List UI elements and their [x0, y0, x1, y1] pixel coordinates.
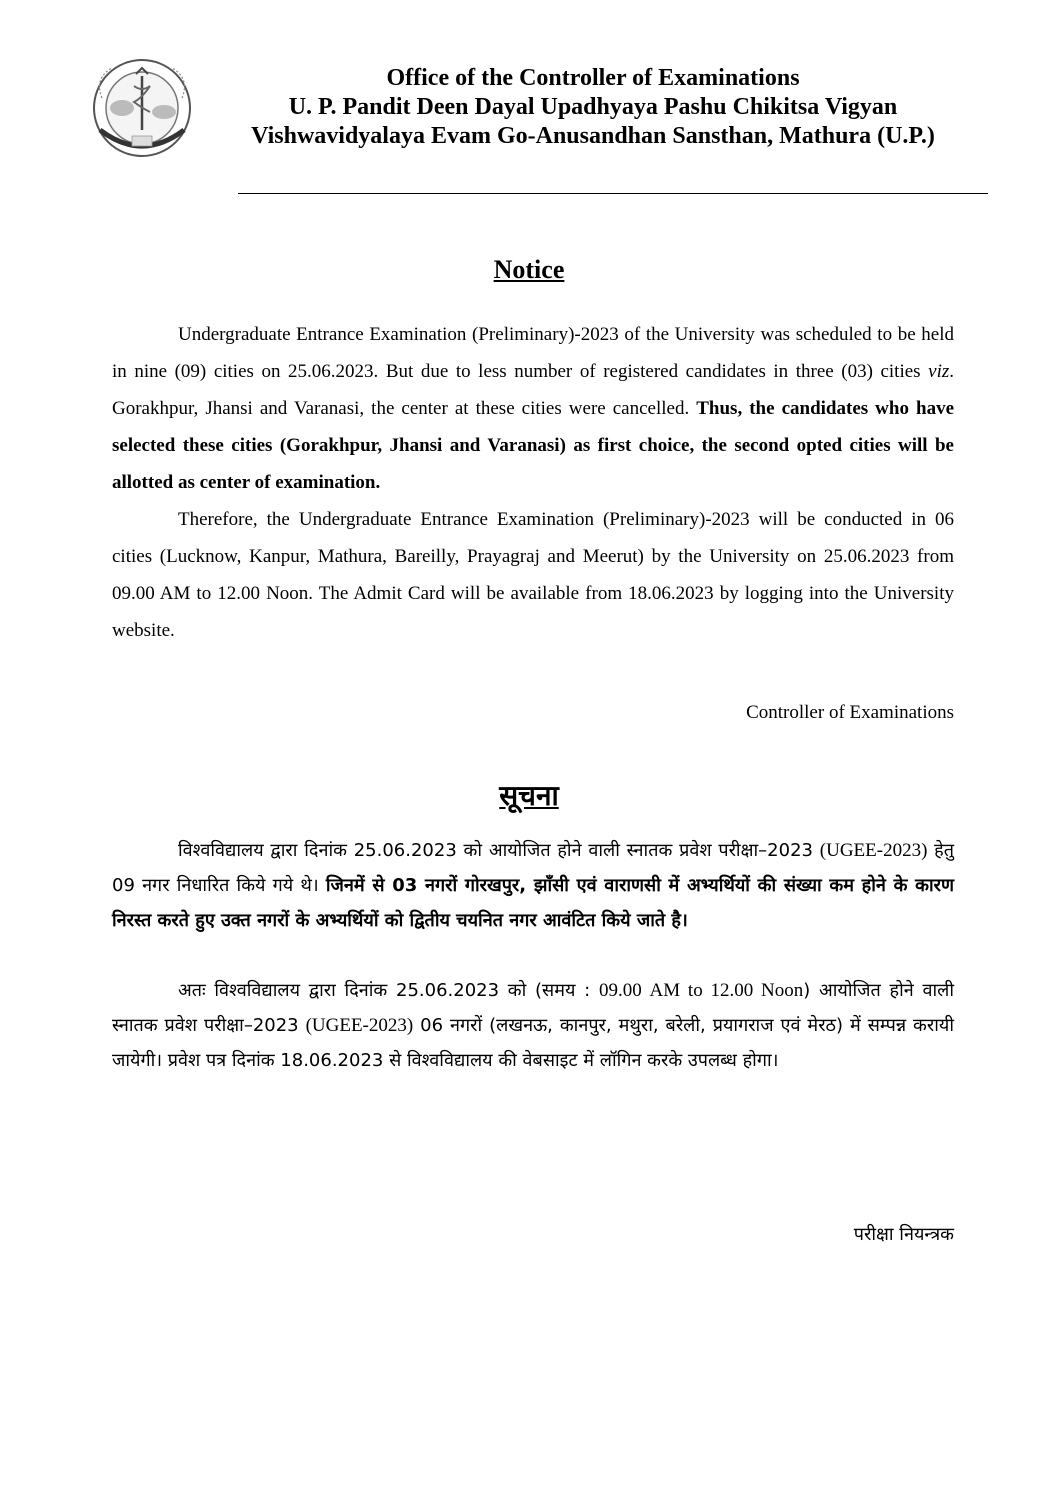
hindi-p2-time: 09.00 AM to 12.00 Noon	[599, 980, 804, 1001]
hindi-paragraph-1	[112, 833, 954, 938]
notice-paragraph-2: Therefore, the Undergraduate Entrance Examination (Preliminary)-2023 will be conducted in 06 cities (Lucknow, Kanpur, Mathura, Bareilly, Prayagraj and Meerut) by the University on 25.06.2023 from 09.00 AM to 12.00 Noon. The Admit Card will be available from 18.06.2023 by logging into the University website.	[112, 509, 954, 641]
header-line-3: Vishwavidyalaya Evam Go-Anusandhan Sansthan, Mathura (U.P.)	[251, 123, 935, 149]
header-line-1: Office of the Controller of Examinations	[386, 65, 800, 91]
notice-title-hindi: सूचना	[499, 779, 559, 812]
office-header	[200, 64, 986, 151]
hindi-p1-text-b: हेतु 09 नगर निधारित किये गये थे।	[112, 840, 955, 896]
hindi-p2-text-c: 06 नगरों (लखनऊ, कानपुर, मथुरा, बरेली, प्रयागराज एवं मेरठ) में सम्पन्न करायी जायेगी। प्रवेश पत्र दिनांक 18.06.2023 से विश्वविद्यालय की वेबसाइट में लॉगिन करके उपलब्ध होगा।	[112, 1015, 954, 1071]
signature-english: Controller of Examinations	[746, 702, 954, 723]
header-line-2: U. P. Pandit Deen Dayal Upadhyaya Pashu Chikitsa Vigyan	[288, 94, 898, 120]
notice-p1-viz: viz	[928, 361, 950, 382]
hindi-p1-text-a: विश्वविद्यालय द्वारा दिनांक 25.06.2023 को आयोजित होने वाली स्नातक प्रवेश परीक्षा–2023	[178, 840, 820, 861]
notice-paragraph-1	[112, 316, 954, 501]
notice-p1-text-a: Undergraduate Entrance Examination (Preliminary)-2023 of the University was scheduled to be held in nine (09) cities on 25.06.2023. But due to less number of registered candidates in three (03) cities	[112, 324, 954, 382]
university-seal-logo	[86, 58, 198, 162]
header-divider	[238, 193, 988, 194]
hindi-p2-ugee: (UGEE-2023)	[305, 1015, 414, 1036]
hindi-p1-ugee: (UGEE-2023)	[819, 840, 928, 861]
notice-p1-bold: Thus, the candidates who have selected these cities (Gorakhpur, Jhansi and Varanasi) as first choice, the second opted cities will be allotted as center of examination.	[112, 398, 955, 493]
notice-p1-text-b: . Gorakhpur, Jhansi and Varanasi, the center at these cities were cancelled.	[112, 361, 954, 419]
hindi-paragraph-2	[112, 973, 954, 1078]
signature-hindi: परीक्षा नियन्त्रक	[853, 1224, 954, 1245]
notice-title-english: Notice	[493, 255, 565, 284]
hindi-p1-bold: जिनमें से 03 नगरों गोरखपुर, झाँसी एवं वाराणसी में अभ्यर्थियों की संख्या कम होने के कारण निरस्त करते हुए उक्त नगरों के अभ्यर्थियों को द्वितीय चयनित नगर आवंटित किये जाते है।	[112, 875, 954, 931]
hindi-p2-text-a: अतः विश्वविद्यालय द्वारा दिनांक 25.06.2023 को (समय :	[178, 980, 599, 1001]
hindi-p2-text-b: ) आयोजित होने वाली स्नातक प्रवेश परीक्षा–2023	[112, 980, 954, 1036]
